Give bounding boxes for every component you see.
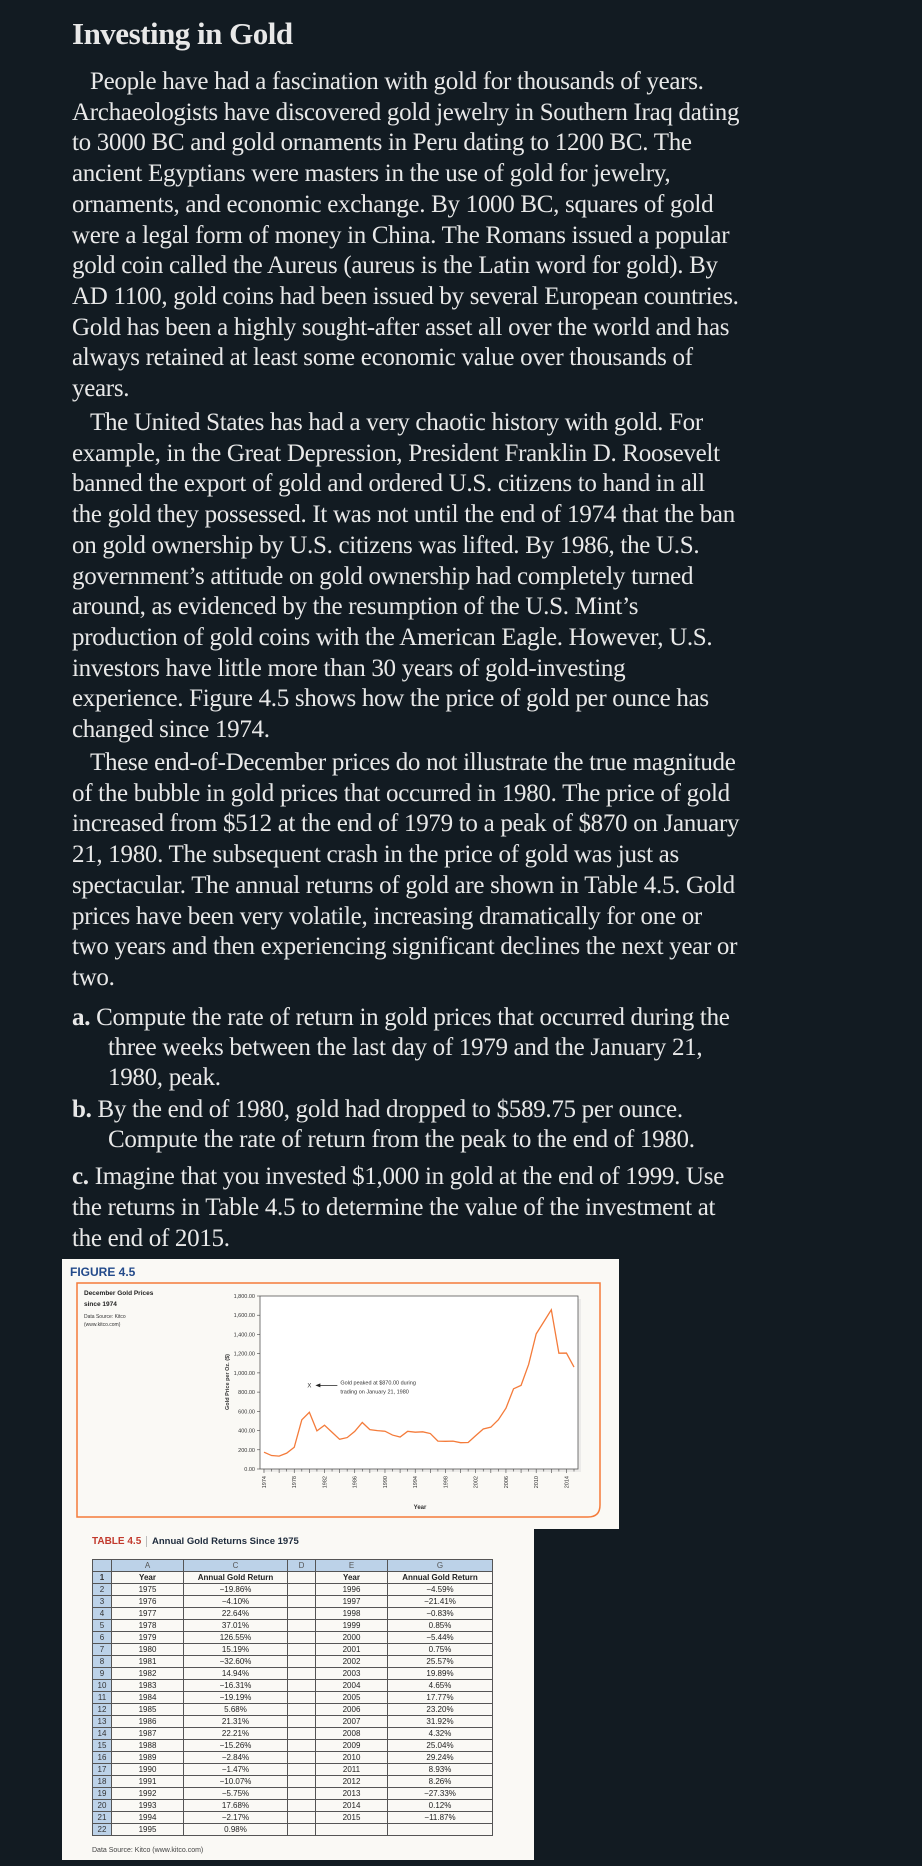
text-line: the end of 2015.: [72, 1225, 230, 1252]
row-number: 19: [93, 1788, 112, 1800]
return-cell: −27.33%: [388, 1788, 493, 1800]
column-letter: D: [288, 1560, 316, 1572]
text-line: prices have been very volatile, increasing dramatically for one or: [72, 902, 702, 930]
return-cell: 25.57%: [388, 1656, 493, 1668]
return-cell: 19.89%: [388, 1668, 493, 1680]
x-tick-label: 2010: [534, 1476, 541, 1489]
return-cell: −4.59%: [388, 1584, 493, 1596]
year-cell: 1988: [112, 1740, 184, 1752]
row-number: 7: [93, 1644, 112, 1656]
x-tick-label: 2014: [564, 1476, 571, 1489]
year-cell: 2012: [316, 1776, 388, 1788]
x-tick-label: 1986: [352, 1476, 359, 1489]
y-tick-label: 600.00: [238, 1409, 255, 1416]
text-line: three weeks between the last day of 1979 and the January 21,: [108, 1034, 703, 1061]
table-title: Annual Gold Returns Since 1975: [146, 1536, 299, 1547]
paragraph-1-line: [72, 190, 713, 220]
row-number: 17: [93, 1764, 112, 1776]
column-header: [288, 1572, 316, 1584]
text-line: two.: [72, 963, 115, 991]
year-cell: 1975: [112, 1584, 184, 1596]
table-row: [93, 1728, 493, 1740]
year-cell: 2009: [316, 1740, 388, 1752]
paragraph-3-line: [90, 748, 736, 778]
gold-returns-table: [92, 1559, 493, 1836]
return-cell: 0.85%: [388, 1620, 493, 1632]
column-header: Year: [316, 1572, 388, 1584]
return-cell: 126.55%: [184, 1632, 288, 1644]
year-cell: 2004: [316, 1680, 388, 1692]
paragraph-1-line: [72, 343, 693, 373]
x-tick-label: 2002: [473, 1476, 480, 1489]
table-row: [93, 1692, 493, 1704]
return-cell: −32.60%: [184, 1656, 288, 1668]
column-letter: E: [316, 1560, 388, 1572]
year-cell: 1976: [112, 1596, 184, 1608]
text-line: the returns in Table 4.5 to determine the value of the investment at: [72, 1194, 716, 1221]
year-cell: 1978: [112, 1620, 184, 1632]
text-line: years.: [72, 375, 130, 402]
row-number: 14: [93, 1728, 112, 1740]
return-cell: −11.87%: [388, 1812, 493, 1824]
x-tick-label: 1982: [322, 1476, 329, 1489]
year-cell: 1991: [112, 1776, 184, 1788]
paragraph-1-line: [72, 128, 692, 158]
year-cell: 1994: [112, 1812, 184, 1824]
table-4-5: [62, 1529, 534, 1860]
figure-title-line1: December Gold Prices: [84, 1290, 154, 1297]
row-number: 12: [93, 1704, 112, 1716]
return-cell: 8.26%: [388, 1776, 493, 1788]
return-cell: 37.01%: [184, 1620, 288, 1632]
text-line: to 3000 BC and gold ornaments in Peru dating to 1200 BC. The: [72, 129, 692, 157]
year-cell: 2003: [316, 1668, 388, 1680]
y-tick-label: 400.00: [238, 1428, 255, 1435]
year-cell: 1984: [112, 1692, 184, 1704]
empty-cell: [288, 1644, 316, 1656]
year-cell: 2006: [316, 1704, 388, 1716]
table-row: [93, 1800, 493, 1812]
empty-cell: [288, 1680, 316, 1692]
table-row: [93, 1752, 493, 1764]
return-cell: −5.44%: [388, 1632, 493, 1644]
text-line: production of gold coins with the American Eagle. However, U.S.: [72, 623, 713, 651]
gold-price-chart: [62, 1259, 619, 1529]
paragraph-1-line: [90, 67, 704, 97]
text-line: investors have little more than 30 years of gold-investing: [72, 654, 626, 682]
x-tick-label: 1998: [443, 1476, 450, 1489]
text-line: banned the export of gold and ordered U.S. citizens to hand in all: [72, 470, 705, 498]
text-line: always retained at least some economic value over thousands of: [72, 344, 693, 372]
year-cell: 1996: [316, 1584, 388, 1596]
page-title: Investing in Gold: [72, 16, 293, 51]
paragraph-2-line: [72, 439, 720, 469]
figure-source-line2: (www.kitco.com): [84, 1322, 121, 1328]
table-row: [93, 1776, 493, 1788]
empty-cell: [288, 1824, 316, 1836]
paragraph-2-line: [72, 715, 270, 745]
figure-label: FIGURE 4.5: [70, 1265, 136, 1279]
paragraph-3-line: [72, 902, 702, 932]
figure-title-line2: since 1974: [84, 1301, 117, 1308]
paragraph-3-line: [72, 871, 735, 901]
paragraph-3-line: [72, 932, 737, 962]
column-letter-row: [93, 1560, 493, 1572]
year-cell: 2001: [316, 1644, 388, 1656]
paragraph-2-line: [72, 469, 705, 499]
text-line: Imagine that you invested $1,000 in gold at the end of 1999. Use: [94, 1163, 724, 1190]
column-letter: G: [388, 1560, 493, 1572]
return-cell: −2.17%: [184, 1812, 288, 1824]
empty-cell: [288, 1776, 316, 1788]
x-tick-label: 1990: [382, 1476, 389, 1489]
empty-cell: [288, 1752, 316, 1764]
return-cell: −4.10%: [184, 1596, 288, 1608]
table-row: [93, 1656, 493, 1668]
question-b-line: [108, 1125, 695, 1155]
y-tick-label: 200.00: [238, 1447, 255, 1454]
column-header: Year: [112, 1572, 184, 1584]
paragraph-1-line: [72, 251, 718, 281]
return-cell: 17.68%: [184, 1800, 288, 1812]
row-number: 2: [93, 1584, 112, 1596]
paragraph-2-line: [72, 531, 699, 561]
text-line: increased from $512 at the end of 1979 to a peak of $870 on January: [72, 810, 740, 838]
year-cell: 1977: [112, 1608, 184, 1620]
paragraph-2-line: [72, 500, 735, 530]
empty-cell: [288, 1620, 316, 1632]
text-line: 1980, peak.: [108, 1064, 221, 1091]
empty-cell: [288, 1584, 316, 1596]
return-cell: 0.12%: [388, 1800, 493, 1812]
text-line: Gold has been a highly sought-after asset all over the world and has: [72, 313, 730, 341]
column-letter: A: [112, 1560, 184, 1572]
return-cell: [388, 1824, 493, 1836]
table-row: [93, 1644, 493, 1656]
text-line: the gold they possessed. It was not until the end of 1974 that the ban: [72, 501, 735, 529]
y-axis-title: Gold Price per Oz. ($): [225, 1354, 231, 1410]
x-tick-label: 1974: [262, 1476, 268, 1489]
return-cell: 31.92%: [388, 1716, 493, 1728]
year-cell: 1980: [112, 1644, 184, 1656]
figure-source-line1: Data Source: Kitco: [84, 1314, 126, 1320]
header-row: [93, 1572, 493, 1584]
year-cell: 1982: [112, 1668, 184, 1680]
empty-cell: [288, 1740, 316, 1752]
question-c-line: [72, 1224, 230, 1254]
text-line: By the end of 1980, gold had dropped to $589.75 per ounce.: [97, 1096, 683, 1123]
table-row: [93, 1764, 493, 1776]
year-cell: 1999: [316, 1620, 388, 1632]
paragraph-1-line: [72, 313, 729, 343]
year-cell: 1992: [112, 1788, 184, 1800]
column-header: Annual Gold Return: [388, 1572, 493, 1584]
empty-cell: [288, 1728, 316, 1740]
table-row: [93, 1668, 493, 1680]
paragraph-3-line: [72, 840, 679, 870]
empty-cell: [288, 1668, 316, 1680]
paragraph-1-line: [72, 282, 739, 312]
row-number: 8: [93, 1656, 112, 1668]
table-row: [93, 1584, 493, 1596]
row-number: 10: [93, 1680, 112, 1692]
corner-cell: [93, 1560, 112, 1572]
text-line: Compute the rate of return from the peak to the end of 1980.: [108, 1126, 695, 1153]
table-row: [93, 1824, 493, 1836]
table-row: [93, 1632, 493, 1644]
paragraph-2-line: [72, 654, 625, 684]
empty-cell: [288, 1656, 316, 1668]
return-cell: −21.41%: [388, 1596, 493, 1608]
paragraph-3-line: [72, 963, 115, 993]
return-cell: −1.47%: [184, 1764, 288, 1776]
question-c-line: [72, 1162, 724, 1192]
return-cell: 4.32%: [388, 1728, 493, 1740]
table-row: [93, 1716, 493, 1728]
row-number: 15: [93, 1740, 112, 1752]
table-row: [93, 1812, 493, 1824]
question-b-line: [72, 1095, 683, 1125]
year-cell: 1986: [112, 1716, 184, 1728]
return-cell: 4.65%: [388, 1680, 493, 1692]
text-line: The United States has had a very chaotic history with gold. For: [90, 409, 703, 436]
figure-4-5: [62, 1259, 619, 1529]
year-cell: 2008: [316, 1728, 388, 1740]
return-cell: −19.19%: [184, 1692, 288, 1704]
question-c-line: [72, 1193, 715, 1223]
year-cell: 2007: [316, 1716, 388, 1728]
empty-cell: [288, 1800, 316, 1812]
return-cell: 0.75%: [388, 1644, 493, 1656]
paragraph-2-line: [72, 684, 709, 714]
row-number: 22: [93, 1824, 112, 1836]
return-cell: 22.64%: [184, 1608, 288, 1620]
paragraph-2-line: [72, 623, 712, 653]
row-number: 18: [93, 1776, 112, 1788]
paragraph-2-line: [72, 592, 638, 622]
text-line: AD 1100, gold coins had been issued by several European countries.: [72, 282, 739, 310]
return-cell: −0.83%: [388, 1608, 493, 1620]
year-cell: 1985: [112, 1704, 184, 1716]
text-line: ancient Egyptians were masters in the use of gold for jewelry,: [72, 160, 671, 188]
year-cell: 1987: [112, 1728, 184, 1740]
year-cell: 2000: [316, 1632, 388, 1644]
return-cell: −5.75%: [184, 1788, 288, 1800]
question-a-line: [108, 1063, 221, 1093]
question-label: a.: [72, 1004, 91, 1031]
empty-cell: [288, 1596, 316, 1608]
year-cell: 2010: [316, 1752, 388, 1764]
text-line: Archaeologists have discovered gold jewelry in Southern Iraq dating: [72, 98, 740, 126]
return-cell: 21.31%: [184, 1716, 288, 1728]
table-row: [93, 1704, 493, 1716]
paragraph-1-line: [72, 374, 129, 404]
x-tick-label: 1994: [413, 1476, 420, 1489]
year-cell: 1983: [112, 1680, 184, 1692]
row-number: 5: [93, 1620, 112, 1632]
y-tick-label: 1,400.00: [233, 1332, 255, 1339]
row-number: 16: [93, 1752, 112, 1764]
y-tick-label: 800.00: [238, 1390, 255, 1397]
row-number: 3: [93, 1596, 112, 1608]
year-cell: 2002: [316, 1656, 388, 1668]
return-cell: −16.31%: [184, 1680, 288, 1692]
year-cell: 2013: [316, 1788, 388, 1800]
table-row: [93, 1620, 493, 1632]
text-line: around, as evidenced by the resumption of the U.S. Mint’s: [72, 593, 639, 621]
paragraph-2-line: [72, 562, 693, 592]
table-label: TABLE 4.5: [92, 1536, 142, 1547]
row-number: 1: [93, 1572, 112, 1584]
year-cell: 1981: [112, 1656, 184, 1668]
year-cell: 1995: [112, 1824, 184, 1836]
empty-cell: [288, 1764, 316, 1776]
return-cell: 5.68%: [184, 1704, 288, 1716]
text-line: of the bubble in gold prices that occurred in 1980. The price of gold: [72, 779, 730, 807]
column-letter: C: [184, 1560, 288, 1572]
y-tick-label: 0.00: [244, 1467, 255, 1473]
text-line: two years and then experiencing significant declines the next year or: [72, 933, 738, 961]
table-row: [93, 1740, 493, 1752]
return-cell: 14.94%: [184, 1668, 288, 1680]
empty-cell: [288, 1812, 316, 1824]
row-number: 11: [93, 1692, 112, 1704]
return-cell: 29.24%: [388, 1752, 493, 1764]
question-a-line: [108, 1033, 702, 1063]
return-cell: 15.19%: [184, 1644, 288, 1656]
y-tick-label: 1,000.00: [233, 1370, 255, 1377]
y-tick-label: 1,200.00: [233, 1351, 255, 1358]
text-line: on gold ownership by U.S. citizens was lifted. By 1986, the U.S.: [72, 531, 700, 559]
table-source: Data Source: Kitco (www.kitco.com): [92, 1847, 204, 1854]
y-tick-label: 1,600.00: [233, 1313, 255, 1320]
text-line: government’s attitude on gold ownership had completely turned: [72, 562, 694, 590]
text-line: 21, 1980. The subsequent crash in the price of gold was just as: [72, 841, 679, 869]
year-cell: 1989: [112, 1752, 184, 1764]
x-tick-label: 1978: [292, 1476, 299, 1489]
year-cell: 2005: [316, 1692, 388, 1704]
question-label: c.: [72, 1163, 89, 1190]
row-number: 13: [93, 1716, 112, 1728]
return-cell: 23.20%: [388, 1704, 493, 1716]
text-line: experience. Figure 4.5 shows how the price of gold per ounce has: [72, 685, 709, 713]
text-line: People have had a fascination with gold for thousands of years.: [90, 68, 704, 95]
text-line: were a legal form of money in China. The Romans issued a popular: [72, 221, 730, 249]
year-cell: 1997: [316, 1596, 388, 1608]
question-label: b.: [72, 1096, 92, 1123]
text-line: changed since 1974.: [72, 716, 270, 743]
return-cell: 8.93%: [388, 1764, 493, 1776]
paragraph-3-line: [72, 779, 730, 809]
paragraph-1-line: [72, 159, 670, 189]
row-number: 20: [93, 1800, 112, 1812]
table-row: [93, 1596, 493, 1608]
year-cell: 1979: [112, 1632, 184, 1644]
row-number: 4: [93, 1608, 112, 1620]
return-cell: −19.86%: [184, 1584, 288, 1596]
peak-marker: X: [307, 1383, 312, 1390]
year-cell: 2014: [316, 1800, 388, 1812]
row-number: 21: [93, 1812, 112, 1824]
empty-cell: [288, 1608, 316, 1620]
text-line: ornaments, and economic exchange. By 1000 BC, squares of gold: [72, 190, 714, 218]
table-row: [93, 1788, 493, 1800]
text-line: gold coin called the Aureus (aureus is the Latin word for gold). By: [72, 252, 718, 280]
y-tick-label: 1,800.00: [233, 1294, 255, 1300]
table-row: [93, 1680, 493, 1692]
row-number: 6: [93, 1632, 112, 1644]
year-cell: 2011: [316, 1764, 388, 1776]
return-cell: 22.21%: [184, 1728, 288, 1740]
text-line: These end-of-December prices do not illustrate the true magnitude: [90, 749, 736, 776]
column-header: Annual Gold Return: [184, 1572, 288, 1584]
year-cell: 1993: [112, 1800, 184, 1812]
x-tick-label: 2006: [503, 1476, 510, 1489]
empty-cell: [288, 1704, 316, 1716]
return-cell: −15.26%: [184, 1740, 288, 1752]
text-line: example, in the Great Depression, President Franklin D. Roosevelt: [72, 439, 720, 467]
table-row: [93, 1608, 493, 1620]
empty-cell: [288, 1716, 316, 1728]
empty-cell: [288, 1692, 316, 1704]
return-cell: −2.84%: [184, 1752, 288, 1764]
annotation-text-line1: Gold peaked at $870.00 during: [340, 1380, 416, 1387]
year-cell: 2015: [316, 1812, 388, 1824]
empty-cell: [288, 1632, 316, 1644]
x-axis-title: Year: [413, 1505, 427, 1511]
question-a-line: [72, 1003, 730, 1033]
empty-cell: [288, 1788, 316, 1800]
year-cell: 1998: [316, 1608, 388, 1620]
year-cell: 1990: [112, 1764, 184, 1776]
row-number: 9: [93, 1668, 112, 1680]
return-cell: 0.98%: [184, 1824, 288, 1836]
paragraph-3-line: [72, 809, 739, 839]
text-line: spectacular. The annual returns of gold are shown in Table 4.5. Gold: [72, 871, 735, 899]
year-cell: [316, 1824, 388, 1836]
return-cell: 25.04%: [388, 1740, 493, 1752]
return-cell: −10.07%: [184, 1776, 288, 1788]
annotation-text-line2: trading on January 21, 1980: [340, 1389, 409, 1396]
paragraph-1-line: [72, 221, 729, 251]
paragraph-2-line: [90, 408, 703, 438]
paragraph-1-line: [72, 98, 739, 128]
text-line: Compute the rate of return in gold prices that occurred during the: [96, 1004, 730, 1031]
return-cell: 17.77%: [388, 1692, 493, 1704]
